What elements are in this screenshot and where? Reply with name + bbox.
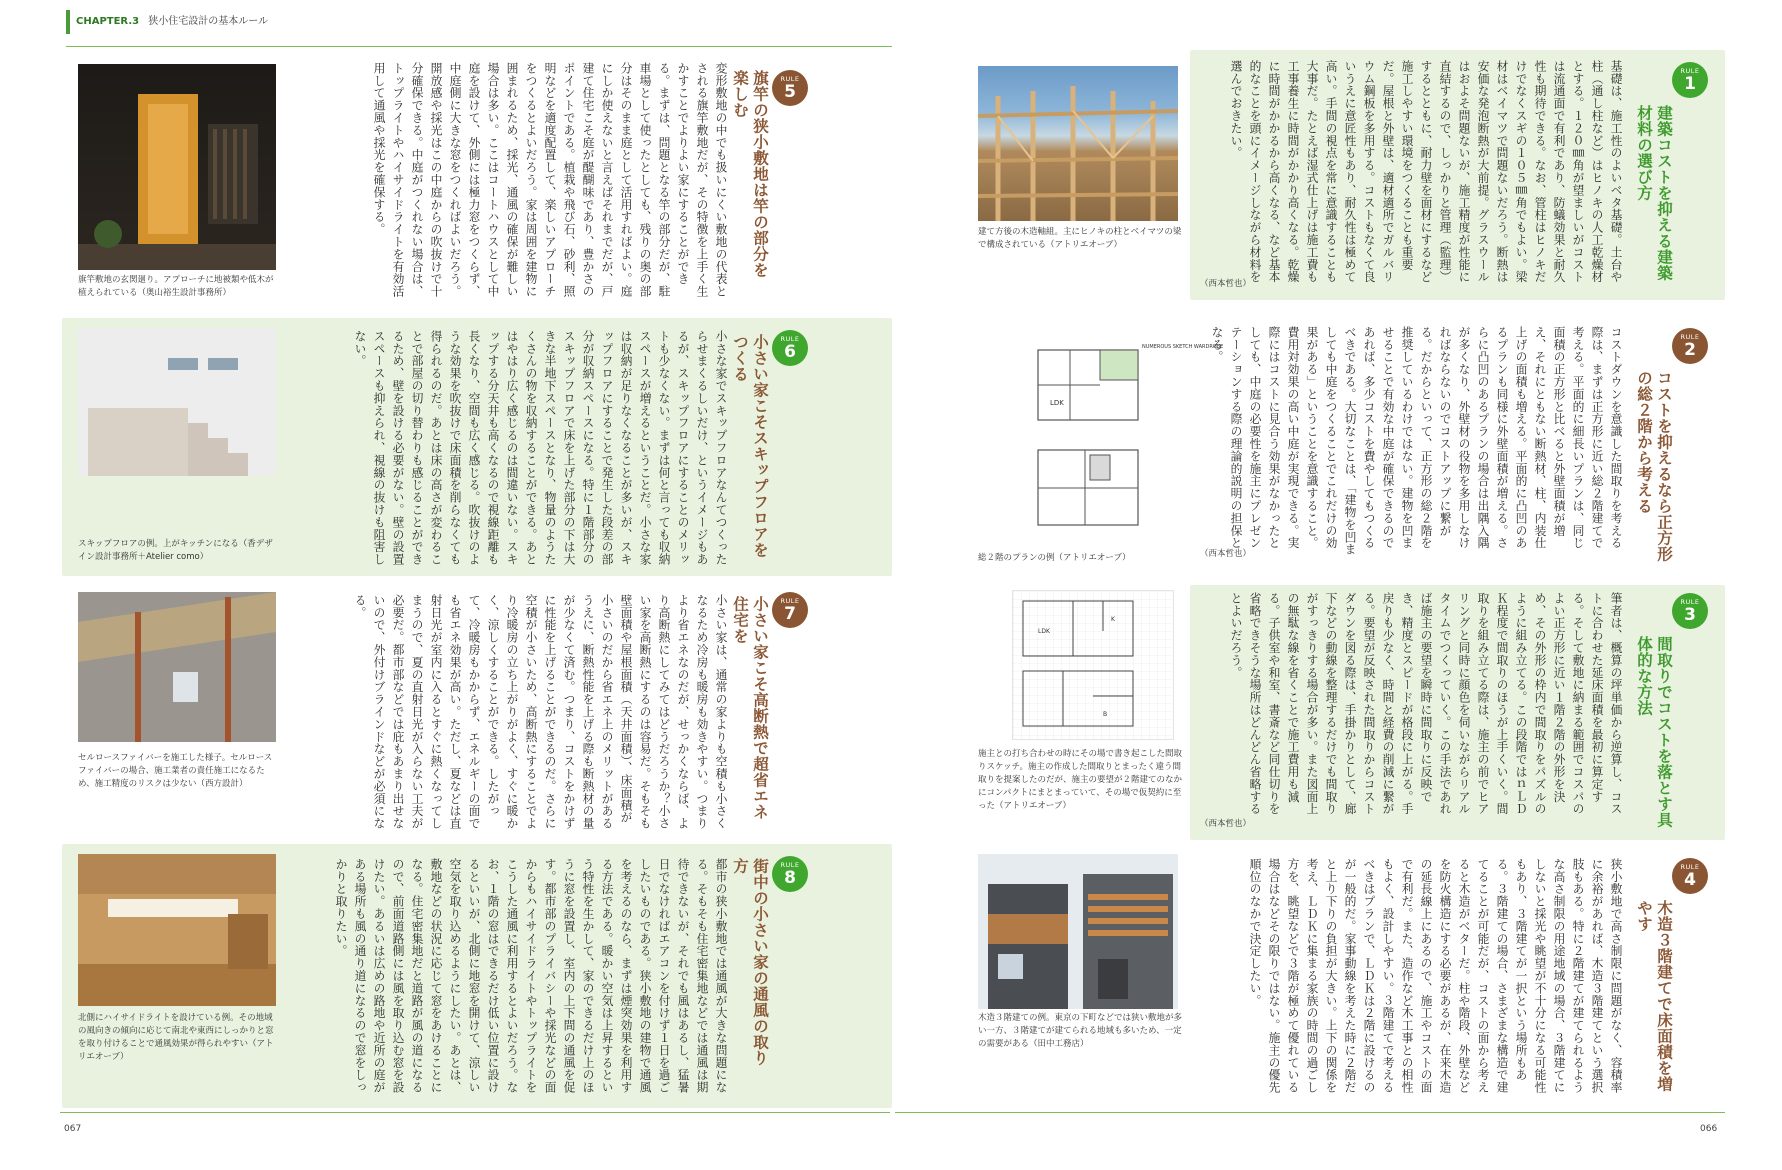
rule-3-sketch	[1012, 590, 1174, 740]
rule-1-author: （西本哲也）	[1200, 279, 1252, 289]
rule-5-body: 変形敷地の中でも扱いにくい敷地の代表とされる旗竿敷地だが、その特徴を上手く生かすことでよりよい家にすることができる。まずは、問題となる竿の部分だが、駐車場として使ったとしても、残りの奥の部分はそのまま庭として活用すればよい。庭にしか使えないと言えばそれまでだが、戸建て住宅こそ庭が醍醐味であり、豊かさのポイントである。植栽や飛び石、砂利、照明などを適度配置して、楽しいアプローチをつくるとよいだろう。家は周囲を建物に囲まれるため、採光、通風の確保が難しい場合は多い。ここはコートハウスとして中庭を設けて、外側には極力窓をつくらず、中庭側に大きな窓をつくればよいだろう。開放感や採光はこの中庭からの吹抜けで十分確保できる。中庭がつくれない場合は、トップライトやハイサイドライトを有効活用して通風や採光を確保する。	[372, 62, 728, 298]
rule-8-title: 街中の小さい家の通風の取り方	[731, 858, 769, 1066]
sketch-note: NUMEROUS SKETCH WARDROBE	[1142, 344, 1224, 350]
chapter-label: CHAPTER.3	[76, 16, 140, 27]
rule-3-title: 間取りでコストを落とす具体的な方法	[1635, 636, 1673, 828]
sketch-kitchen-label: K	[1111, 616, 1115, 623]
rule-6-title: 小さい家こそスキップフロアをつくる	[731, 334, 769, 558]
rule-4-photo	[978, 854, 1178, 1009]
page-number-right: 066	[1700, 1124, 1718, 1134]
rule-1-body: 基礎は、施工性のよいベタ基礎。土台や柱（通し柱など）はヒノキの人工乾燥材とする。１２０㎜角が望ましいがコストは流通面で有利であり、防蟻効果と耐久性も期待できる。なお、管柱はヒノキだけでなくスギの１０５㎜角でもよい。梁材はベイマツで問題ないだろう。断熱は安価な発泡断熱が大前提。グラスウールはおよそ問題ないが、施工精度が性能に直結するので、しっかりと管理（監理）するとともに、耐力壁を面材にするなど施工しやすい環境をつくることも重要だ。屋根と外壁は、適材適所でガルバリウム鋼板を多用する。コストもなくて良いうえに意匠性もあり、耐久性は極めて高い。手間の視点を常に意識することも大事だ。たとえば湿式仕上げは施工費も工事養生に時間がかかり高くなる。乾燥に時間がかかるから高くなる、など基本的なことを頭にイメージしながら材料を選んでおきたい。	[1229, 60, 1623, 284]
rule-1-title: 建築コストを抑える建築材料の選び方	[1635, 105, 1673, 281]
rule-2-floorplan	[1030, 330, 1224, 540]
rule-2-title: コストを抑えるなら正方形の総２階から考える	[1635, 370, 1673, 562]
rule-6-photo	[78, 328, 276, 476]
rule-8-badge: RULE 8	[772, 856, 808, 892]
rule-6-badge: RULE 6	[772, 330, 808, 366]
rule-6-body: 小さな家でスキップフロアなんてつくったらせまくるしいだけ、というイメージもあるが、スキップフロアにすることのメリットも少なくない。まずは何と言っても収納スペースが増えるということだ。小さな家は収納が足りなくなることが多いが、スキップフロアにすることで発生した段差の部分が収納スペースになる。特に１階部分のスキップフロアで床を上げた部分の下は大きな半地下スペースとなり、物量のようたくさんの物を収納することができる。あとはやはり広く感じるのは間違いない。スキップする分天井も高くなるので視線距離も長くなり、空間も広く感じる。吹抜けのような効果を吹抜けで床面積を削らなくても得られるのだ。あとは床の高さが変わることで部屋の切り替わりも感じることができるため、壁を設ける必要がない。壁の設置スペースも抑えられ、視線の抜けも阻害しない。	[353, 330, 728, 566]
three-story-houses-graphic	[978, 854, 1178, 1009]
cellulose-insulation-graphic	[78, 592, 276, 742]
sketch-bath-label: B	[1103, 711, 1108, 718]
rule-5-photo	[78, 64, 276, 270]
rule-7-title: 小さい家こそ高断熱で超省エネ住宅を	[731, 596, 769, 820]
plan-sketch-drawing	[1013, 591, 1173, 739]
rule-1-photo	[978, 66, 1178, 221]
rule-3-badge: RULE 3	[1672, 593, 1708, 629]
chapter-header	[66, 10, 268, 34]
bottom-rule-left	[60, 1112, 890, 1113]
rule-4-body: 狭小敷地で高さ制限に問題がなく、容積率に余裕があれば、木造３階建てという選択肢もある。特に２階建てが建てられるような高さ制限の用途地域の場合、３階建てにしないと採光や眺望が不十分になる可能性もあり、３階建てが一択という場所もある。３階建ての場合、さまざまな構造で建てることが可能だが、コストの面から考えると木造がベターだ。柱や階段、外壁などを防火構造にする必要があるが、在来木造の延長線上にあるので、施工やコストの面で有利だ。また、造作など木工事との相性もよく、設計しやすい。３階建てで考えるべきはプランで、ＬＤＫは２階に設けるのが一般的だ。家事動線を考えた時に２階だと上り下りの負担が大きい。上下の関係を考え、ＬＤＫに集まる家族の時間の過ごし方を、眺望などで３階が極めて優れている場合はなどその限りではない。施主の優先順位のなかで決定したい。	[1248, 858, 1623, 1094]
rule-4-caption: 木造３階建ての例。東京の下町などでは狭い敷地が多い一方、３階建てが建てられる地域も多いため、一定の需要がある（田中工務店）	[978, 1013, 1183, 1049]
rule-3-author: （西本哲也）	[1200, 819, 1252, 829]
rule-8-body: 都市の狭小敷地では通風が大きな問題になる。そもそも住宅密集地などでは通風は期待できないが、それでも風はあるし、猛暑日でなければエアコンを付けず１日を過ごしたいものである。狭小敷地の建物で通風を考えるのなら、まずは煙突効果を利用する方法である。暖かい空気は上昇するという特性を生かして、家のできるだけ上のほうに窓を設置し、室内の上下間の通風を促す。都市部のプライバシーや採光などの面からもハイサイドライトやトップライトをこうした通風に利用するとよいだろう。なお、１階の窓はできるだけ低い位置に設けるといいが、北側に地窓を開けて、涼しい空気を取り込めるようにしたい。あとは、敷地などの状況に応じて窓をあけることになる。住宅密集地だと道路が風の道になるので、前面道路側には風を取り込む窓を設けたい。あるいは広めの路地や近所の庭がある場所も風の通り道になるので窓をしっかりと取りたい。	[334, 858, 728, 1094]
rule-7-body: 小さい家は、通常の家よりも空積も小さくなるため冷房も暖房も効きやすい。つまりより省エネなのだが、せっかくならば、より高断熱にしてみてはどうだろうか？小さい家を高断熱にするのは容易だ。そもそも壁面積や屋根面積（天井面積）、床面積が小さいのだから省エネ上のメリットがあるうえに、断熱性能を上げる際も断熱材の量が少なくて済む。つまり、コストをかけずに性能を上げることができるのだ。さらに空積が小さいため、高断熱にすることでより冷暖房の立ち上がりがよく、すぐに暖かく、涼しくすることができる。したがって、冷暖房もかからず、エネルギーの面でも省エネ効果が高い。ただし、夏などは直射日光が室内に入るとすぐに熱くなってしまうので、夏の直射日光が入らない工夫が必要だ。都市部などでは庇もあまり出せないので、外付けブラインドなどが必須になる。	[353, 594, 728, 830]
rule-1-badge: RULE 1	[1672, 62, 1708, 98]
timber-frame-graphic	[978, 66, 1178, 221]
rule-2-body: コストダウンを意識した間取りを考える際は、まずは正方形に近い総２階建てで考える。平面的に細長いプランは、同じ面積の正方形と比べると外壁面積が増え、それにともない断熱材、柱、内装仕上げの面積も増える。平面的に凸凹のあるプランも同様に外壁面積が増える。さらに凸凹のあるプランの場合は出隅入隅が多くなり、外壁材の役物を多用しなければならないのでコストアップに繋がる。だからといって、正方形の総２階を推奨しているわけではない。建物を凹ませることで有効な中庭が確保できるのであれば、多少コストを費やしてもつくるべきである。大切なことは、「建物を凹ましても中庭をつくることでこれだけの効果がある」ということを意識すること。費用対効果の高い中庭が実現できる。実際にはコストに見合う効果がなかったとしても、中庭の必要性を施主にプレゼンテーションする際の理論的説明の担保となる。	[1210, 326, 1623, 556]
rule-7-badge: RULE 7	[772, 592, 808, 628]
rule-6-caption: スキップフロアの例。上がキッチンになる（香デザイン設計事務所＋Atelier como）	[78, 539, 273, 562]
rule-8-caption: 北側にハイサイドライトを設けている例。その地域の風向きの傾向に応じて南北や東西にしっかりと窓を取り付けることで通風効果が得られやすい（アトリエオーブ）	[78, 1013, 274, 1062]
floorplan-drawing	[1030, 330, 1224, 540]
rule-2-caption: 総２階のプランの例（アトリエオーブ）	[978, 553, 1131, 563]
rule-5-caption: 旗竿敷地の玄関廻り。アプローチに地被類や低木が植えられている（奥山裕生設計事務所）	[78, 275, 274, 298]
rule-3-caption: 施主との打ち合わせの時にその場で書き起こした間取りスケッチ。施主の作成した間取りとまったく違う間取りを提案したのだが、施主の要望が２階建てのなかにコンパクトにまとまっていて、その場で仮契約に至った（アトリエオーブ）	[978, 749, 1183, 811]
rule-4-title: 木造３階建てで床面積を増やす	[1635, 900, 1673, 1092]
rule-5-title: 旗竿の狭小敷地は竿の部分を楽しむ	[731, 70, 769, 278]
rule-4-badge: RULE 4	[1672, 858, 1708, 894]
rule-2-author: （西本哲也）	[1200, 549, 1252, 559]
skip-floor-graphic	[78, 328, 276, 476]
rule-8-photo	[78, 854, 276, 1006]
rule-1-caption: 建て方後の木造軸組。主にヒノキの柱とベイマツの梁で構成されている（アトリエオーブ）	[978, 227, 1182, 250]
sketch-ldk-label-2: LDK	[1038, 628, 1050, 635]
rule-7-caption: セルロースファイバーを施工した様子。セルロースファイバーの場合、施工業者の責任施工になるため、施工精度のリスクは少ない（西方設計）	[78, 753, 273, 789]
rule-2-badge: RULE 2	[1672, 328, 1708, 364]
header-rule-line	[66, 46, 892, 47]
high-side-window-graphic	[78, 854, 276, 1006]
rule-5-badge: RULE 5	[772, 70, 808, 106]
page-number-left: 067	[64, 1124, 82, 1134]
entrance-graphic	[78, 64, 276, 270]
rule-7-photo	[78, 592, 276, 742]
chapter-title: 狭小住宅設計の基本ルール	[148, 16, 269, 27]
bottom-rule-right	[895, 1112, 1725, 1113]
rule-3-body: 筆者は、概算の坪単価から逆算し、コストに合わせた延床面積を最初に算定する。そして敷地に納まる範囲でコスパのよい正方形に近い１階２階の外形を決め、その外形の枠内で間取りをパズルのように組み立てる。この段階ではｎＬＤＫ程度で間取りのほうが上手くいく。間取りを組み立てる際は、施主の前でヒアリングと同時に顔色を伺いながらリアルタイムでつくっていく。この手法であれば施主の要望を瞬時に間取りに反映でき、精度とスピードが格段に上がる。手戻りも少なく、時間と経費の削減に繋がる。要望が反映された間取りからコストダウンを図る際は、手掛かりとして、廊下などの動線を整理するだけでも間取りがすっきりする場合が多い。また図面上の無駄な線を省くことで施工費用も減る。子供室や和室、書斎など同仕切りを省略できそうな場所はどんどん省略するとよいだろう。	[1229, 592, 1623, 816]
sketch-ldk-label: LDK	[1050, 399, 1064, 407]
